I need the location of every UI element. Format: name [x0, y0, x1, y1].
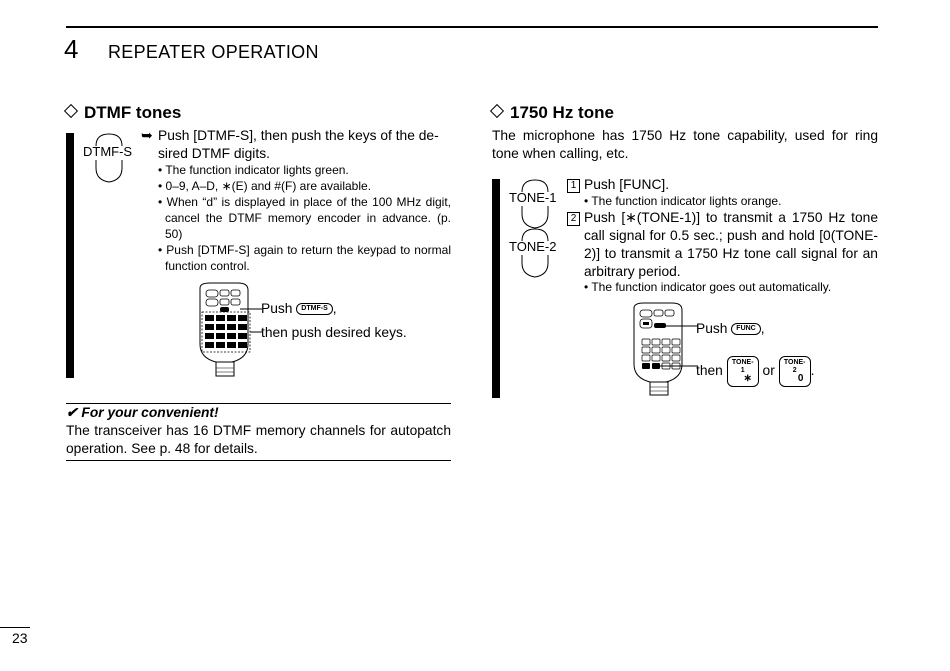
diamond-icon — [490, 104, 504, 118]
tone-2-keycap — [779, 356, 811, 387]
callout-push-dtmf — [261, 300, 337, 318]
step-2-number: 2 — [567, 212, 580, 226]
chapter-title: REPEATER OPERATION — [108, 42, 319, 62]
tone-1-key-icon — [506, 178, 564, 230]
chapter-number: 4 — [64, 34, 79, 64]
bullet: • 0–9, A–D, ∗(E) and #(F) are available. — [158, 179, 372, 193]
dtmf-s-key-icon — [80, 132, 138, 184]
tone-1-keycap — [727, 356, 759, 387]
callout-period: . — [810, 363, 815, 379]
callout-or-text: or — [762, 363, 775, 379]
note-title: ✔ For your convenient! — [66, 405, 219, 420]
section-title-1750: 1750 Hz tone — [492, 103, 614, 123]
func-keycap: FUNC — [731, 323, 760, 335]
bullet: • The function indicator lights green. — [158, 163, 349, 177]
step-2-number-wrap — [567, 209, 584, 227]
microphone-illustration — [628, 302, 698, 398]
footer-rule — [0, 627, 30, 628]
note-bottom-rule — [66, 460, 451, 461]
callout-then-keys: then push desired keys. — [261, 325, 407, 340]
bullet: • Push [DTMF-S] again to return the keypad to normal function control. — [158, 243, 451, 273]
callout-push-text: Push — [696, 321, 728, 336]
page-number: 23 — [12, 630, 28, 646]
tone-2-label: TONE-2 — [509, 239, 557, 254]
dtmf-s-keycap: DTMF-S — [296, 303, 332, 315]
callout-then-text: then — [696, 363, 723, 379]
tone-1-keycap-symbol: ∗ — [743, 373, 752, 384]
step-1 — [567, 176, 878, 194]
tone-2-keycap-label: TONE-2 — [783, 359, 806, 374]
step-1-number: 1 — [567, 179, 580, 193]
step-2-text: Push [∗(TONE-1)] to transmit a 1750 Hz tone call signal for 0.5 sec.; push and hold [0(TONE-2)] to transmit a 1750 Hz tone call signal for an arbitrary period. — [584, 210, 878, 279]
bullet: • When “d” is displayed in place of the 100 MHz digit, cancel the DTMF memory encoder in advance. (p. 50) — [158, 195, 451, 241]
step-dtmf: ➥ Push [DTMF-S], then push the keys of the de- sired DTMF digits. — [141, 127, 451, 163]
dtmf-bullets — [158, 162, 451, 274]
tone-1-label: TONE-1 — [509, 190, 557, 205]
step-dtmf-line2: sired DTMF digits. — [158, 146, 270, 161]
step-2-bullet: • The function indicator goes out automatically. — [584, 280, 832, 294]
step-dtmf-line1: Push [DTMF-S], then push the keys of the de- — [158, 128, 439, 143]
tone-2-key-icon — [506, 227, 564, 279]
tone-2-keycap-symbol: 0 — [797, 373, 804, 384]
microphone-illustration — [192, 282, 262, 380]
note-text: The transceiver has 16 DTMF memory channels for autopatch operation. See p. 48 for details. — [66, 423, 451, 456]
step-1-bullet: • The function indicator lights orange. — [584, 194, 782, 208]
section-title-dtmf: DTMF tones — [66, 103, 181, 123]
callout-then-tones — [696, 356, 815, 387]
section-bar — [66, 133, 74, 378]
intro-1750: The microphone has 1750 Hz tone capability, used for ring tone when calling, etc. — [492, 128, 878, 161]
callout-push-text: Push — [261, 301, 293, 316]
step-1-text: Push [FUNC]. — [584, 177, 670, 192]
dtmf-s-label: DTMF-S — [83, 144, 133, 159]
callout-comma: , — [332, 301, 337, 316]
callout-comma: , — [760, 321, 765, 336]
diamond-icon — [64, 104, 78, 118]
header-rule — [66, 26, 878, 28]
tone-1-keycap-label: TONE-1 — [731, 359, 754, 374]
section-bar — [492, 179, 500, 398]
callout-push-func — [696, 320, 765, 338]
